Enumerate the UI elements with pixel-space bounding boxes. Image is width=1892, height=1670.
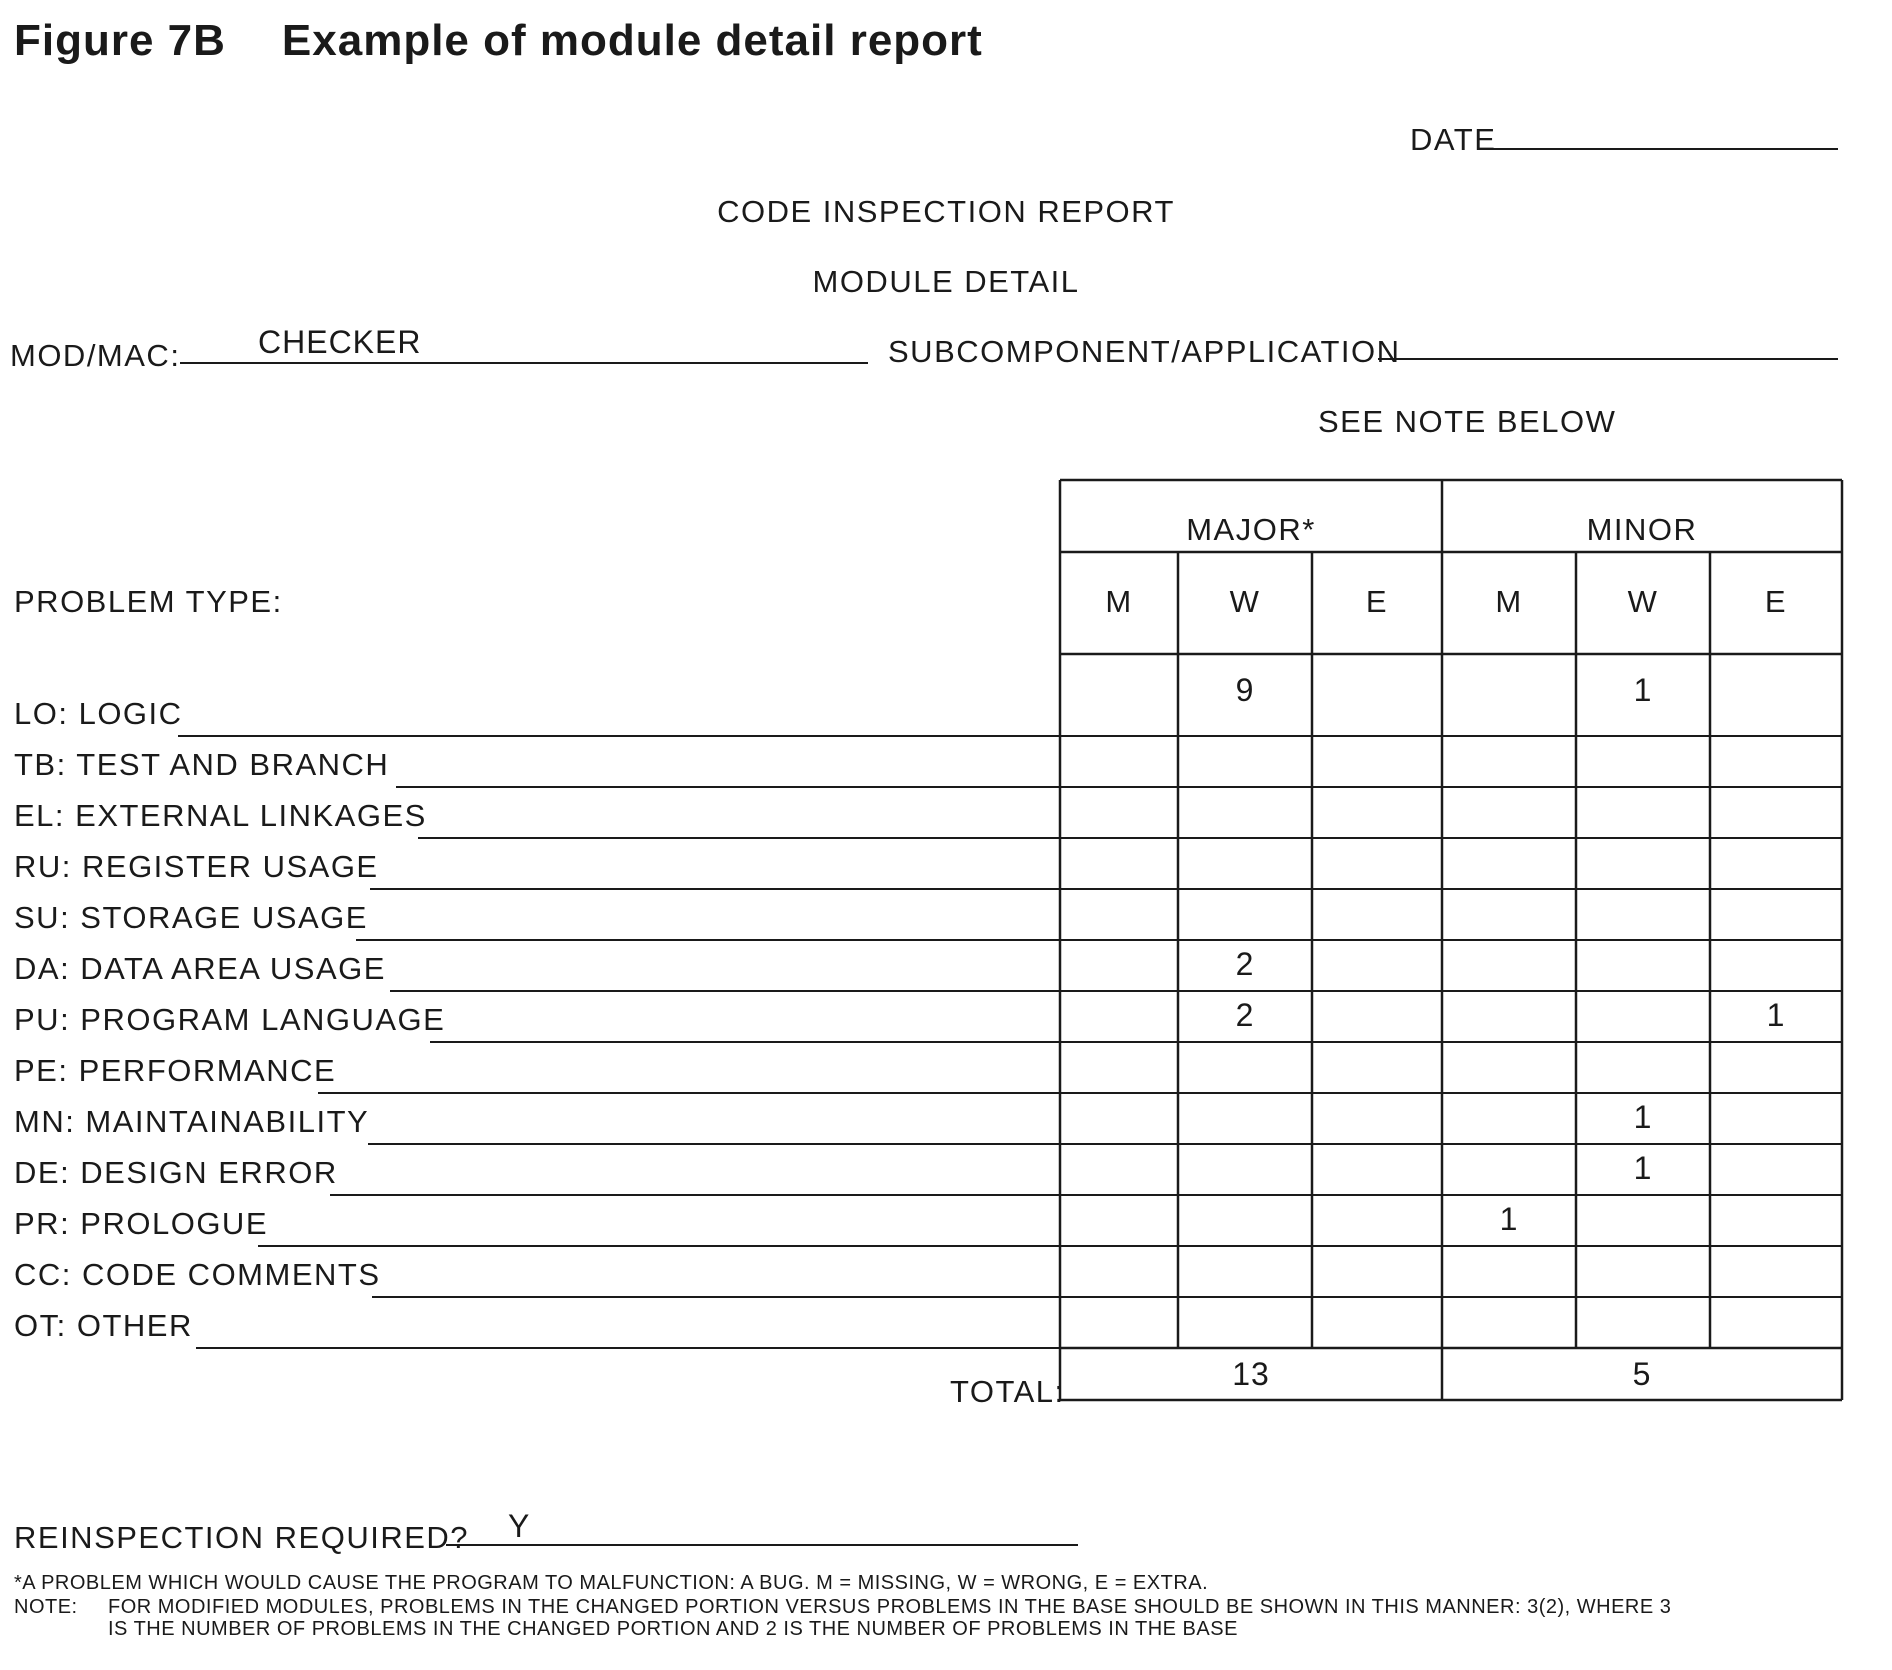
group-header-minor: MINOR bbox=[1586, 512, 1698, 547]
note-line-1: FOR MODIFIED MODULES, PROBLEMS IN THE CHANGED PORTION VERSUS PROBLEMS IN THE BASE SHOULD BE SHOWN IN THIS MANNER: 3(2), WHERE 3 bbox=[108, 1596, 1672, 1618]
cell-minor-w[interactable]: 1 bbox=[1633, 1099, 1653, 1135]
problem-type-row-label: MN: MAINTAINABILITY bbox=[14, 1104, 370, 1139]
note-line-2: IS THE NUMBER OF PROBLEMS IN THE CHANGED PORTION AND 2 IS THE NUMBER OF PROBLEMS IN THE BASE bbox=[108, 1618, 1238, 1640]
figure-label: Figure 7B bbox=[14, 16, 226, 65]
column-header-minor-e: E bbox=[1764, 584, 1788, 619]
problem-type-row-label: TB: TEST AND BRANCH bbox=[14, 747, 390, 782]
subcomponent-label: SUBCOMPONENT/APPLICATION bbox=[888, 334, 1401, 369]
problem-type-row-label: LO: LOGIC bbox=[14, 696, 183, 731]
problem-type-row-label: DE: DESIGN ERROR bbox=[14, 1155, 338, 1190]
problem-type-row-label: PU: PROGRAM LANGUAGE bbox=[14, 1002, 446, 1037]
problem-type-row-label: EL: EXTERNAL LINKAGES bbox=[14, 798, 427, 833]
cell-minor-w[interactable]: 1 bbox=[1633, 1150, 1653, 1186]
see-note-below: SEE NOTE BELOW bbox=[1318, 404, 1617, 439]
cell-major-w[interactable]: 2 bbox=[1235, 946, 1255, 982]
report-title: CODE INSPECTION REPORT bbox=[717, 194, 1175, 229]
modmac-field[interactable] bbox=[180, 362, 868, 364]
figure-caption: Example of module detail report bbox=[281, 16, 983, 65]
group-header-major: MAJOR* bbox=[1186, 512, 1316, 547]
cell-minor-m[interactable]: 1 bbox=[1499, 1201, 1519, 1237]
column-header-minor-w: W bbox=[1627, 584, 1659, 619]
cell-minor-w[interactable]: 1 bbox=[1633, 672, 1653, 708]
note-label: NOTE: bbox=[14, 1596, 78, 1618]
reinspection-label: REINSPECTION REQUIRED? bbox=[14, 1520, 470, 1555]
cell-major-w[interactable]: 2 bbox=[1235, 997, 1255, 1033]
total-minor: 5 bbox=[1632, 1356, 1652, 1392]
date-label: DATE bbox=[1410, 122, 1497, 157]
problem-type-row-label: CC: CODE COMMENTS bbox=[14, 1257, 381, 1292]
date-field[interactable] bbox=[1492, 148, 1838, 150]
modmac-label: MOD/MAC: bbox=[10, 338, 181, 373]
problem-type-row-label: OT: OTHER bbox=[14, 1308, 193, 1343]
cell-major-w[interactable]: 9 bbox=[1235, 672, 1255, 708]
problem-type-label: PROBLEM TYPE: bbox=[14, 584, 283, 619]
total-label: TOTAL: bbox=[950, 1374, 1065, 1409]
column-header-major-w: W bbox=[1229, 584, 1261, 619]
total-major: 13 bbox=[1232, 1356, 1270, 1392]
figure-title bbox=[14, 16, 983, 66]
problem-type-row-label: RU: REGISTER USAGE bbox=[14, 849, 379, 884]
subcomponent-field[interactable] bbox=[1378, 358, 1838, 360]
reinspection-field[interactable] bbox=[446, 1544, 1078, 1546]
footnote-asterisk: *A PROBLEM WHICH WOULD CAUSE THE PROGRAM TO MALFUNCTION: A BUG. M = MISSING, W = WRONG, E = EXTRA. bbox=[14, 1572, 1209, 1594]
problem-type-row-label: PE: PERFORMANCE bbox=[14, 1053, 337, 1088]
column-header-major-m: M bbox=[1105, 584, 1133, 619]
column-header-major-e: E bbox=[1365, 584, 1389, 619]
reinspection-value: Y bbox=[508, 1508, 531, 1544]
problem-type-row-label: SU: STORAGE USAGE bbox=[14, 900, 368, 935]
modmac-value: CHECKER bbox=[258, 324, 422, 360]
cell-minor-e[interactable]: 1 bbox=[1766, 997, 1786, 1033]
problem-type-row-label: DA: DATA AREA USAGE bbox=[14, 951, 386, 986]
problem-type-row-label: PR: PROLOGUE bbox=[14, 1206, 268, 1241]
report-subtitle: MODULE DETAIL bbox=[812, 264, 1080, 299]
column-header-minor-m: M bbox=[1495, 584, 1523, 619]
